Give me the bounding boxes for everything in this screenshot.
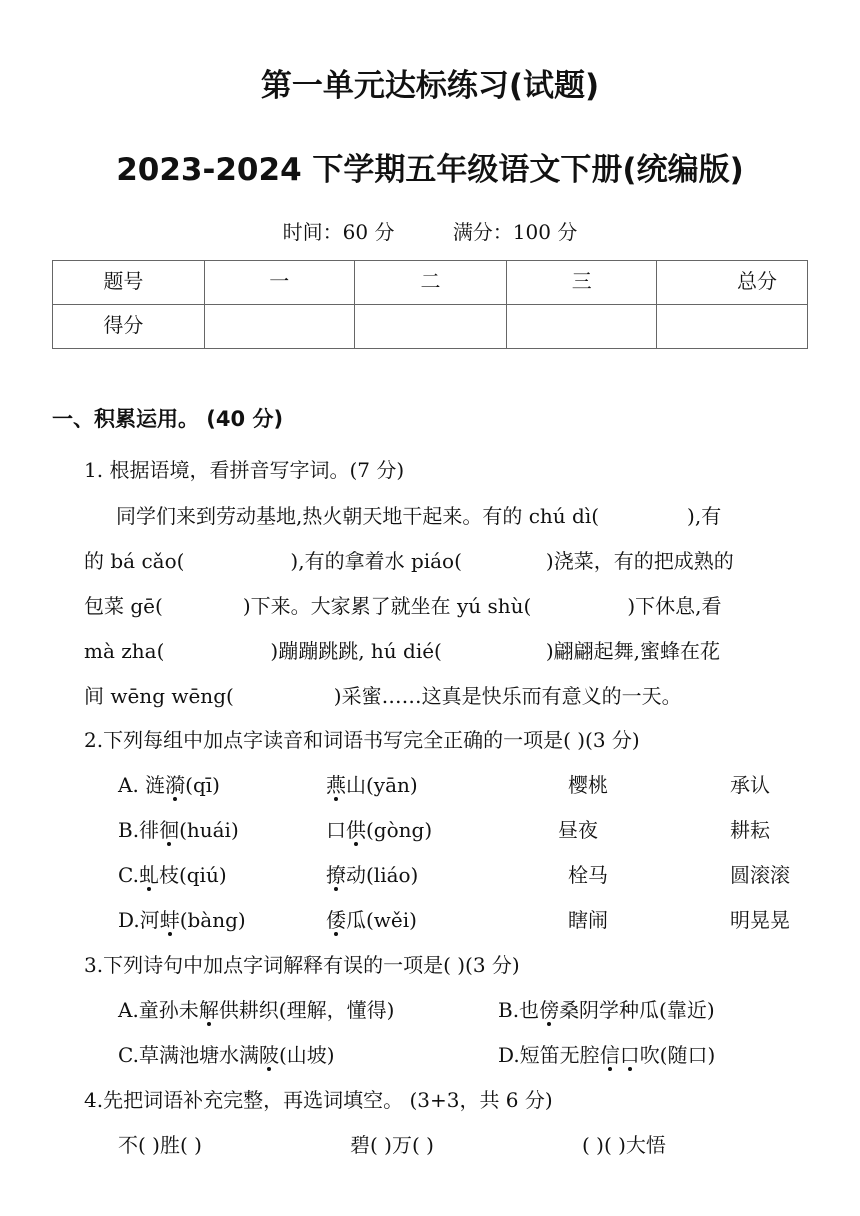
full-score: 满分：100 分 [452, 220, 578, 244]
q2-option-d-word1: D.河蚌(bàng) [118, 908, 246, 932]
score-header-cell: 二 [354, 261, 507, 305]
score-table-score-row [53, 305, 808, 349]
q2-option-a-word4: 承认 [730, 773, 770, 797]
question-4-title: 4.先把词语补充完整，再选词填空。 (3+3，共 6 分) [84, 1088, 553, 1112]
q2-option-d-word4: 明晃晃 [730, 908, 790, 932]
passage-line: 包菜 gē( )下来。大家累了就坐在 yú shù( )下休息,看 [84, 594, 722, 618]
q2-option-c-word2: 撩动(liáo) [326, 863, 419, 887]
q2-option-c-word1: C.虬枝(qiú) [118, 863, 227, 887]
exam-meta [0, 216, 860, 245]
score-cell[interactable] [204, 305, 354, 349]
section-heading: 一、积累运用。 (40 分) [52, 407, 284, 431]
q2-option-c-word3: 栓马 [568, 863, 608, 887]
score-table-header-row [53, 261, 808, 305]
q3-option-c: C.草满池塘水满陂(山坡) [118, 1043, 335, 1067]
question-2-title: 2.下列每组中加点字读音和词语书写完全正确的一项是( )(3 分) [84, 728, 640, 752]
question-1-passage [84, 494, 808, 719]
q2-option-b-word4: 耕耘 [730, 818, 770, 842]
score-cell[interactable] [507, 305, 657, 349]
score-header-cell: 一 [204, 261, 354, 305]
q4-idiom-2: 碧( )万( ) [350, 1133, 434, 1157]
q4-idiom-3: ( )( )大悟 [582, 1133, 666, 1157]
q2-option-b-word3: 昼夜 [558, 818, 598, 842]
q2-option-a-word2: 燕山(yān) [326, 773, 418, 797]
exam-subtitle: 2023-2024 下学期五年级语文下册(统编版) [116, 152, 744, 188]
q4-idiom-1: 不( )胜( ) [118, 1133, 202, 1157]
exam-title: 第一单元达标练习(试题) [260, 68, 600, 104]
score-header-cell: 三 [507, 261, 657, 305]
score-row-label: 得分 [53, 305, 205, 349]
q2-option-d-word2: 倭瓜(wěi) [326, 908, 417, 932]
question-3-title: 3.下列诗句中加点字词解释有误的一项是( )(3 分) [84, 953, 520, 977]
score-header-cell: 题号 [53, 261, 205, 305]
q2-option-b-word1: B.徘徊(huái) [118, 818, 239, 842]
passage-line: 同学们来到劳动基地,热火朝天地干起来。有的 chú dì( ),有 [116, 504, 722, 528]
time-limit: 时间：60 分 [282, 220, 395, 244]
score-table [52, 260, 808, 349]
passage-line: 的 bá cǎo( ),有的拿着水 piáo( )浇菜，有的把成熟的 [84, 549, 734, 573]
q2-option-c-word4: 圆滚滚 [730, 863, 790, 887]
score-header-cell: 总分 [657, 261, 808, 305]
q2-option-a-word1: A. 涟漪(qī) [118, 773, 220, 797]
q3-option-d: D.短笛无腔信口吹(随口) [498, 1043, 716, 1067]
score-cell[interactable] [354, 305, 507, 349]
passage-line: 间 wēng wēng( )采蜜……这真是快乐而有意义的一天。 [84, 684, 682, 708]
passage-line: mà zha( )蹦蹦跳跳, hú dié( )翩翩起舞,蜜蜂在花 [84, 639, 721, 663]
score-cell[interactable] [657, 305, 808, 349]
q2-option-d-word3: 瞎闹 [568, 908, 608, 932]
q3-option-a: A.童孙未解供耕织(理解，懂得) [118, 998, 395, 1022]
q2-option-a-word3: 樱桃 [568, 773, 608, 797]
q3-option-b: B.也傍桑阴学种瓜(靠近) [498, 998, 715, 1022]
question-1-title: 1. 根据语境，看拼音写字词。(7 分) [84, 458, 405, 482]
q2-option-b-word2: 口供(gòng) [326, 818, 433, 842]
